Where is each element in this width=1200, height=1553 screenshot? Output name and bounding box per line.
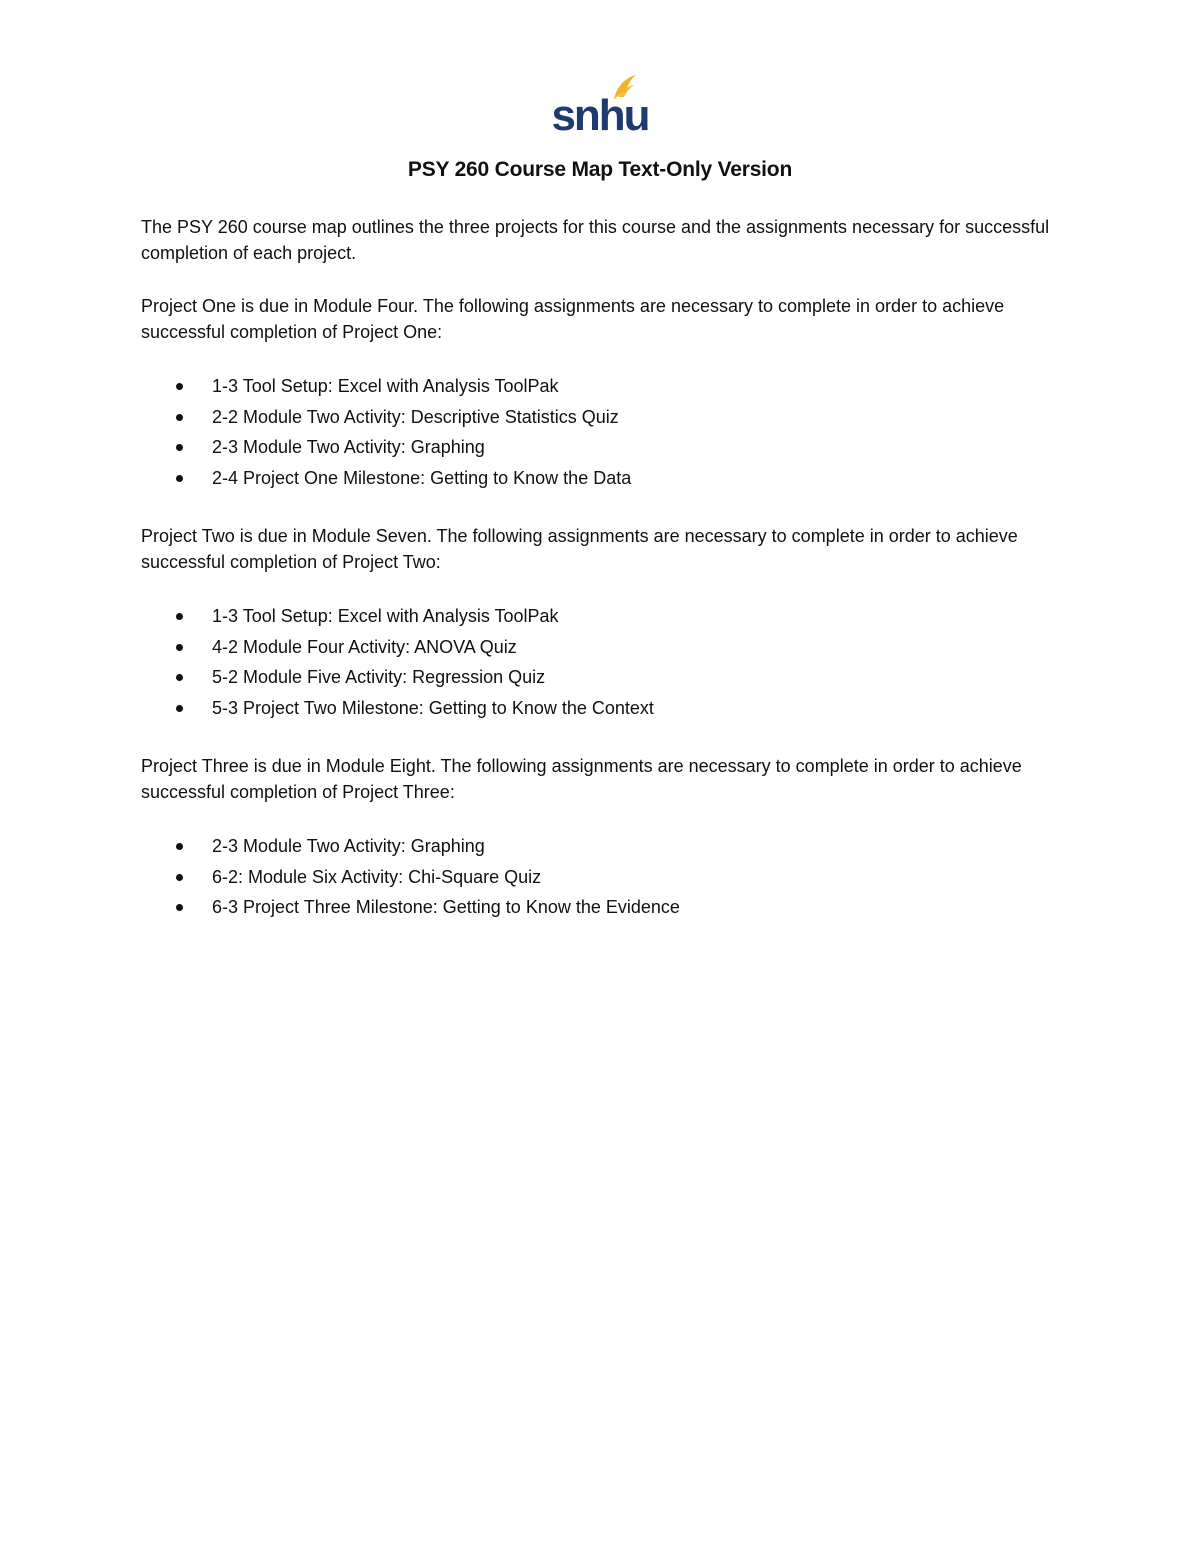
list-item xyxy=(141,662,1056,693)
project-two-assignment-list xyxy=(141,601,1056,723)
list-item-text: 6-3 Project Three Milestone: Getting to Know the Evidence xyxy=(212,897,680,917)
project-one-assignment-list xyxy=(141,371,1056,493)
list-item-text: 1-3 Tool Setup: Excel with Analysis ToolPak xyxy=(212,376,559,396)
list-item-text: 2-2 Module Two Activity: Descriptive Statistics Quiz xyxy=(212,406,619,427)
bullet-icon xyxy=(176,904,183,911)
list-item xyxy=(141,862,1056,893)
list-item-text: 5-3 Project Two Milestone: Getting to Know the Context xyxy=(212,697,654,718)
bullet-icon xyxy=(176,444,183,451)
list-item xyxy=(141,432,1056,463)
snhu-logo xyxy=(550,70,650,136)
document-body xyxy=(141,214,1056,953)
list-item xyxy=(141,601,1056,632)
list-item-text: 1-3 Tool Setup: Excel with Analysis ToolPak xyxy=(212,606,559,626)
list-item xyxy=(141,892,1056,923)
list-item xyxy=(141,463,1056,494)
project-three-assignment-list xyxy=(141,831,1056,923)
bullet-icon xyxy=(176,874,183,881)
bullet-icon xyxy=(176,475,183,482)
svg-text:snhu: snhu xyxy=(551,91,649,136)
project-two-intro: Project Two is due in Module Seven. The following assignments are necessary to complete in order to achieve successful completion of Project Two: xyxy=(141,526,1018,572)
list-item-text: 2-3 Module Two Activity: Graphing xyxy=(212,836,485,856)
project-three-intro: Project Three is due in Module Eight. The following assignments are necessary to complete in order to achieve successful completion of Project Three: xyxy=(141,756,1022,802)
list-item xyxy=(141,632,1056,663)
snhu-logo-graphic xyxy=(550,70,650,136)
list-item-text: 6-2: Module Six Activity: Chi-Square Quiz xyxy=(212,866,542,887)
list-item-text: 5-2 Module Five Activity: Regression Quiz xyxy=(212,667,546,687)
project-one-intro: Project One is due in Module Four. The following assignments are necessary to complete in order to achieve successful completion of Project One: xyxy=(141,296,1005,342)
document-title: PSY 260 Course Map Text-Only Version xyxy=(407,158,793,181)
list-item-text: 2-4 Project One Milestone: Getting to Know the Data xyxy=(212,467,632,488)
list-item xyxy=(141,831,1056,862)
bullet-icon xyxy=(176,414,183,421)
list-item xyxy=(141,693,1056,724)
bullet-icon xyxy=(176,644,183,651)
bullet-icon xyxy=(176,613,183,620)
list-item-text: 2-3 Module Two Activity: Graphing xyxy=(212,437,485,457)
bullet-icon xyxy=(176,843,183,850)
list-item xyxy=(141,402,1056,433)
bullet-icon xyxy=(176,674,183,681)
bullet-icon xyxy=(176,383,183,390)
intro-paragraph: The PSY 260 course map outlines the three projects for this course and the assignments necessary for successful completion of each project. xyxy=(141,217,1050,263)
list-item xyxy=(141,371,1056,402)
list-item-text: 4-2 Module Four Activity: ANOVA Quiz xyxy=(212,636,517,657)
bullet-icon xyxy=(176,705,183,712)
